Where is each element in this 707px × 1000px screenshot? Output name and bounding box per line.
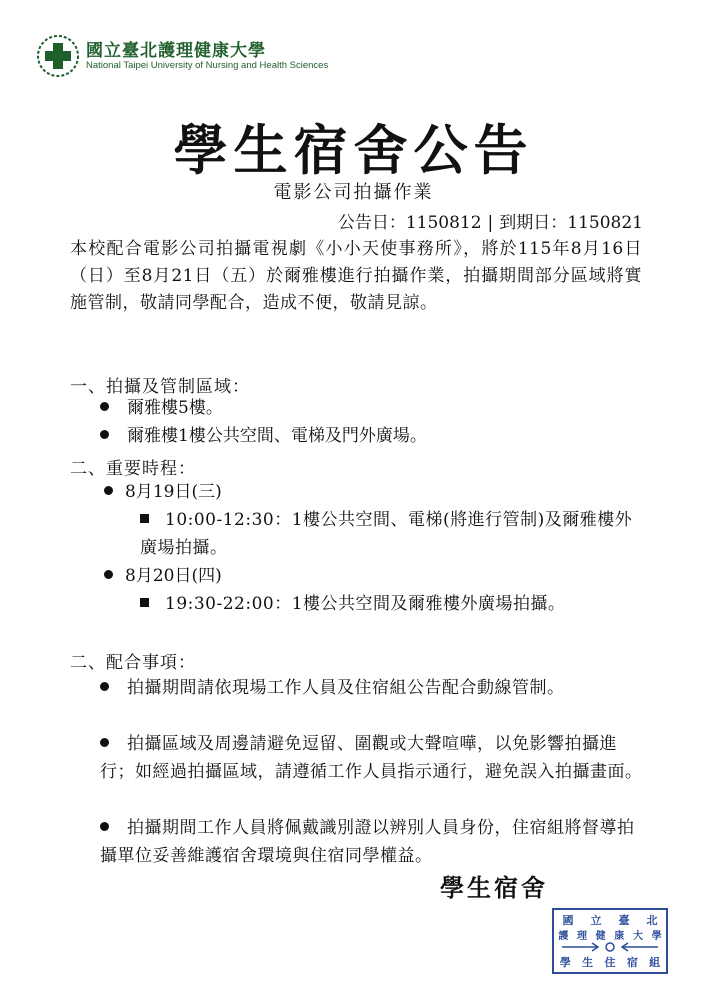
square-bullet-icon [140, 598, 149, 607]
schedule-day-label: 8月19日(三) [125, 482, 222, 502]
stamp-char: 生 [582, 956, 594, 969]
university-emblem-icon [36, 34, 80, 78]
list-item-text: 爾雅樓5樓。 [127, 398, 223, 418]
logo-english-name: National Taipei University of Nursing and Health Sciences [86, 60, 329, 71]
schedule-detail [140, 590, 610, 618]
stamp-arrows-icon [560, 942, 660, 952]
stamp-char: 學 [559, 956, 571, 969]
university-logo [36, 34, 329, 78]
stamp-line-3 [554, 954, 666, 970]
bullet-icon [100, 430, 109, 439]
section-heading-areas: 一、拍攝及管制區域： [70, 377, 250, 397]
schedule-day [104, 478, 222, 506]
section-heading-schedule: 二、重要時程： [70, 459, 196, 479]
stamp-char: 國 [562, 914, 574, 927]
bullet-icon [100, 682, 109, 691]
date-separator: | [487, 213, 494, 233]
bullet-icon [100, 822, 109, 831]
stamp-char: 臺 [618, 914, 630, 927]
list-item [100, 674, 630, 702]
stamp-char: 康 [614, 931, 625, 942]
stamp-line-2 [554, 927, 666, 942]
logo-chinese-name: 國立臺北護理健康大學 [86, 41, 266, 61]
list-item-text: 爾雅樓1樓公共空間、電梯及門外廣場。 [127, 426, 427, 446]
list-item-text: 拍攝期間請依現場工作人員及住宿組公告配合動線管制。 [127, 678, 565, 698]
office-stamp [552, 908, 668, 974]
notice-dates [338, 208, 643, 233]
stamp-char: 北 [646, 914, 658, 927]
stamp-char: 學 [651, 931, 662, 942]
bullet-icon [100, 738, 109, 747]
schedule-day [104, 562, 222, 590]
square-bullet-icon [140, 514, 149, 523]
stamp-char: 大 [632, 931, 643, 942]
list-item [100, 814, 645, 870]
bullet-icon [104, 570, 113, 579]
stamp-char: 立 [590, 914, 602, 927]
stamp-char: 護 [558, 931, 569, 942]
expire-date: 到期日：1150821 [499, 213, 643, 233]
bullet-icon [100, 402, 109, 411]
stamp-char: 宿 [626, 956, 638, 969]
notice-subtitle: 電影公司拍攝作業 [273, 182, 434, 203]
list-item-text: 拍攝期間工作人員將佩戴識別證以辨別人員身份，住宿組將督導拍攝單位妥善維護宿舍環境與住宿同學權益。 [100, 818, 635, 866]
section-heading-cooperation: 二、配合事項： [70, 653, 196, 673]
list-item [100, 730, 645, 786]
signature: 學生宿舍 [440, 873, 548, 902]
list-item-text: 拍攝區域及周邊請避免逗留、圍觀或大聲喧嘩，以免影響拍攝進行；如經過拍攝區域，請遵循工作人員指示通行，避免誤入拍攝畫面。 [100, 734, 643, 782]
intro-paragraph: 本校配合電影公司拍攝電視劇《小小天使事務所》，將於115年8月16日（日）至8月21日（五）於爾雅樓進行拍攝作業，拍攝期間部分區域將實施管制，敬請同學配合，造成不便，敬請見諒。 [70, 239, 642, 313]
stamp-char: 理 [576, 931, 587, 942]
notice-title: 學生宿舍公告 [173, 118, 534, 182]
stamp-char: 健 [595, 931, 606, 942]
stamp-line-1 [554, 912, 666, 928]
schedule-detail-text: 10:00-12:30：1樓公共空間、電梯(將進行管制)及爾雅樓外廣場拍攝。 [140, 510, 633, 558]
schedule-day-label: 8月20日(四) [125, 566, 222, 586]
schedule-detail-text: 19:30-22:00：1樓公共空間及爾雅樓外廣場拍攝。 [165, 594, 566, 614]
stamp-char: 組 [649, 956, 661, 969]
schedule-detail [140, 506, 640, 562]
list-item [100, 394, 223, 422]
list-item [100, 422, 427, 450]
bullet-icon [104, 486, 113, 495]
stamp-char: 住 [604, 956, 616, 969]
announce-date: 公告日：1150812 [337, 213, 482, 233]
